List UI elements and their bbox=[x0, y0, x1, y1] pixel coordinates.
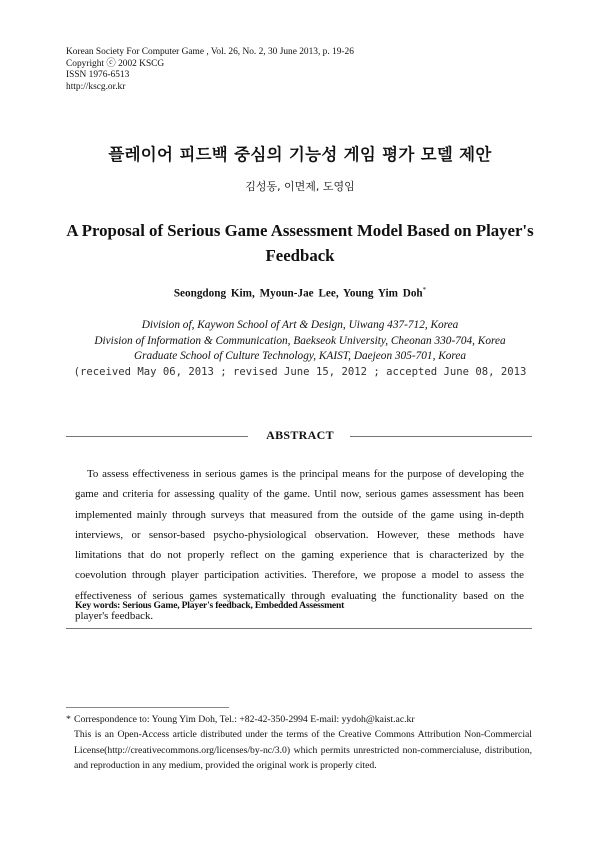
abstract-heading: ABSTRACT bbox=[266, 428, 334, 442]
license-text: This is an Open-Access article distributed under the terms of the Creative Commons Attribution Non-Commercial License(http://creativecommons.org/licenses/by-nc/3.0) which permits unrestricted non-commercialuse, distribution, and reproduction in any medium, provided the original work is properly cited. bbox=[74, 729, 532, 772]
received-dates: (received May 06, 2013 ; revised June 15, 2012 ; accepted June 08, 2013 bbox=[73, 365, 527, 378]
journal-header bbox=[66, 47, 354, 93]
footnote-rule bbox=[66, 707, 229, 708]
journal-url[interactable]: http://kscg.or.kr bbox=[66, 81, 126, 92]
affiliation-2: Division of Information & Communication, Baekseok University, Cheonan 330-704, Korea bbox=[94, 334, 506, 347]
abstract-paragraph: To assess effectiveness in serious games is the principal means for the purpose of developing the game and criteria for assessing quality of the game. Until now, serious games assessment has been implemented mainly through surveys that measured from the outside of the game using in-depth interviews, or sensor-based psycho-physiological observation. However, these methods have limitations that do not properly reflect on the gaming experience that is characterized by the coevolution through player participation activities. Therefore, we propose a model to assess the effectiveness of serious games systematically through evaluating the functionality based on the player's feedback. bbox=[75, 468, 524, 623]
english-title: A Proposal of Serious Game Assessment Model Based on Player's Feedback bbox=[66, 221, 534, 265]
keywords: Key words: Serious Game, Player's feedback, Embedded Assessment bbox=[75, 600, 345, 611]
affiliation-1: Division of, Kaywon School of Art & Design, Uiwang 437-712, Korea bbox=[141, 319, 459, 331]
section-divider bbox=[66, 628, 532, 629]
journal-citation: Korean Society For Computer Game , Vol. 26, No. 2, 30 June 2013, p. 19-26 bbox=[66, 47, 354, 57]
english-authors bbox=[0, 286, 600, 300]
copyright-line: Copyright ⓒ 2002 KSCG bbox=[66, 58, 165, 69]
correspondence-line bbox=[66, 712, 532, 727]
author-names: Seongdong Kim, Myoun-Jae Lee, Young Yim Doh bbox=[173, 287, 423, 300]
abstract-right-rule bbox=[350, 436, 532, 437]
korean-authors: 김성동, 이면제, 도영임 bbox=[245, 180, 355, 193]
korean-title: 플레이어 피드백 중심의 기능성 게임 평가 모델 제안 bbox=[108, 145, 492, 164]
corresponding-author-mark: * bbox=[422, 286, 427, 294]
footnote-mark: * bbox=[66, 714, 71, 725]
affiliations bbox=[40, 318, 560, 380]
footnote bbox=[66, 712, 532, 774]
issn-line: ISSN 1976-6513 bbox=[66, 70, 130, 81]
affiliation-3: Graduate School of Culture Technology, KAIST, Daejeon 305-701, Korea bbox=[133, 350, 467, 363]
correspondence-text: Correspondence to: Young Yim Doh, Tel.: +82-42-350-2994 E-mail: yydoh@kaist.ac.kr bbox=[74, 714, 415, 725]
